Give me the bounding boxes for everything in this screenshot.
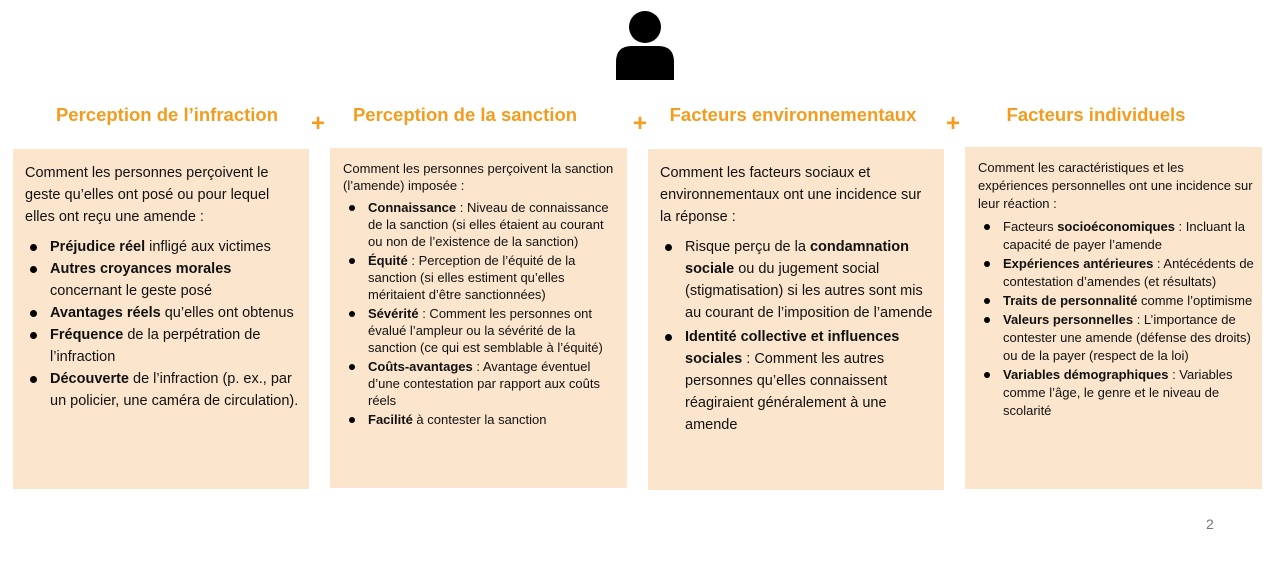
list-item: Risque perçu de la condamnation sociale ou du jugement social (stigmatisation) si les autres sont mis au courant de l’imposition de l’amende xyxy=(685,236,934,324)
bullet-list xyxy=(978,218,1254,420)
list-item: Équité : Perception de l’équité de la sanction (si elles estiment qu’elles méritaient d’être sanctionnées) xyxy=(368,252,617,303)
bullet-list xyxy=(660,236,934,436)
list-item: Valeurs personnelles : L’importance de contester une amende (défense des droits) ou de la payer (respect de la loi) xyxy=(1003,311,1254,365)
title-perception-sanction: Perception de la sanction xyxy=(352,104,578,125)
list-item: Identité collective et influences sociales : Comment les autres personnes qu’elles connaissent réagiraient généralement à une amende xyxy=(685,326,934,436)
list-item: Préjudice réel infligé aux victimes xyxy=(50,236,299,258)
title-facteurs-individuels: Facteurs individuels xyxy=(1006,104,1186,125)
list-item: Facteurs socioéconomiques : Incluant la capacité de payer l’amende xyxy=(1003,218,1254,254)
box-perception-infraction xyxy=(13,149,309,489)
box-intro: Comment les personnes perçoivent la sanction (l’amende) imposée : xyxy=(343,161,614,193)
person-icon xyxy=(614,10,676,80)
page-number: 2 xyxy=(1206,516,1214,532)
box-intro: Comment les personnes perçoivent le geste qu’elles ont posé ou pour lequel elles ont reçu une amende : xyxy=(25,165,270,225)
list-item: Autres croyances morales concernant le geste posé xyxy=(50,258,299,302)
list-item: Facilité à contester la sanction xyxy=(368,411,617,428)
title-facteurs-environnementaux: Facteurs environnementaux xyxy=(669,104,917,125)
list-item: Coûts-avantages : Avantage éventuel d’une contestation par rapport aux coûts réels xyxy=(368,358,617,409)
box-perception-sanction xyxy=(330,148,627,488)
bullet-list xyxy=(25,236,299,412)
list-item: Expériences antérieures : Antécédents de contestation d’amendes (et résultats) xyxy=(1003,256,1254,289)
list-item: Fréquence de la perpétration de l’infraction xyxy=(50,324,299,368)
plus-sign: + xyxy=(946,110,961,137)
plus-sign: + xyxy=(311,110,326,137)
plus-sign: + xyxy=(633,110,648,137)
box-facteurs-environnementaux xyxy=(648,149,944,490)
bullet-list xyxy=(343,199,617,428)
list-item: Sévérité : Comment les personnes ont évalué l’ampleur ou la sévérité de la sanction (ce qui est semblable à l’équité) xyxy=(368,305,617,356)
title-perception-infraction: Perception de l’infraction xyxy=(55,104,279,125)
list-item: Connaissance : Niveau de connaissance de la sanction (si elles étaient au courant ou non de l’existence de la sanction) xyxy=(368,199,617,250)
list-item: Variables démographiques : Variables comme l’âge, le genre et le niveau de scolarité xyxy=(1003,366,1254,420)
list-item: Découverte de l’infraction (p. ex., par un policier, une caméra de circulation). xyxy=(50,368,299,412)
list-item: Avantages réels qu’elles ont obtenus xyxy=(50,302,299,324)
list-item: Traits de personnalité comme l’optimisme xyxy=(1003,293,1253,308)
box-intro: Comment les facteurs sociaux et environnementaux ont une incidence sur la réponse : xyxy=(660,165,922,225)
box-facteurs-individuels xyxy=(965,147,1262,489)
box-intro: Comment les caractéristiques et les expériences personnelles ont une incidence sur leur réaction : xyxy=(978,160,1253,211)
